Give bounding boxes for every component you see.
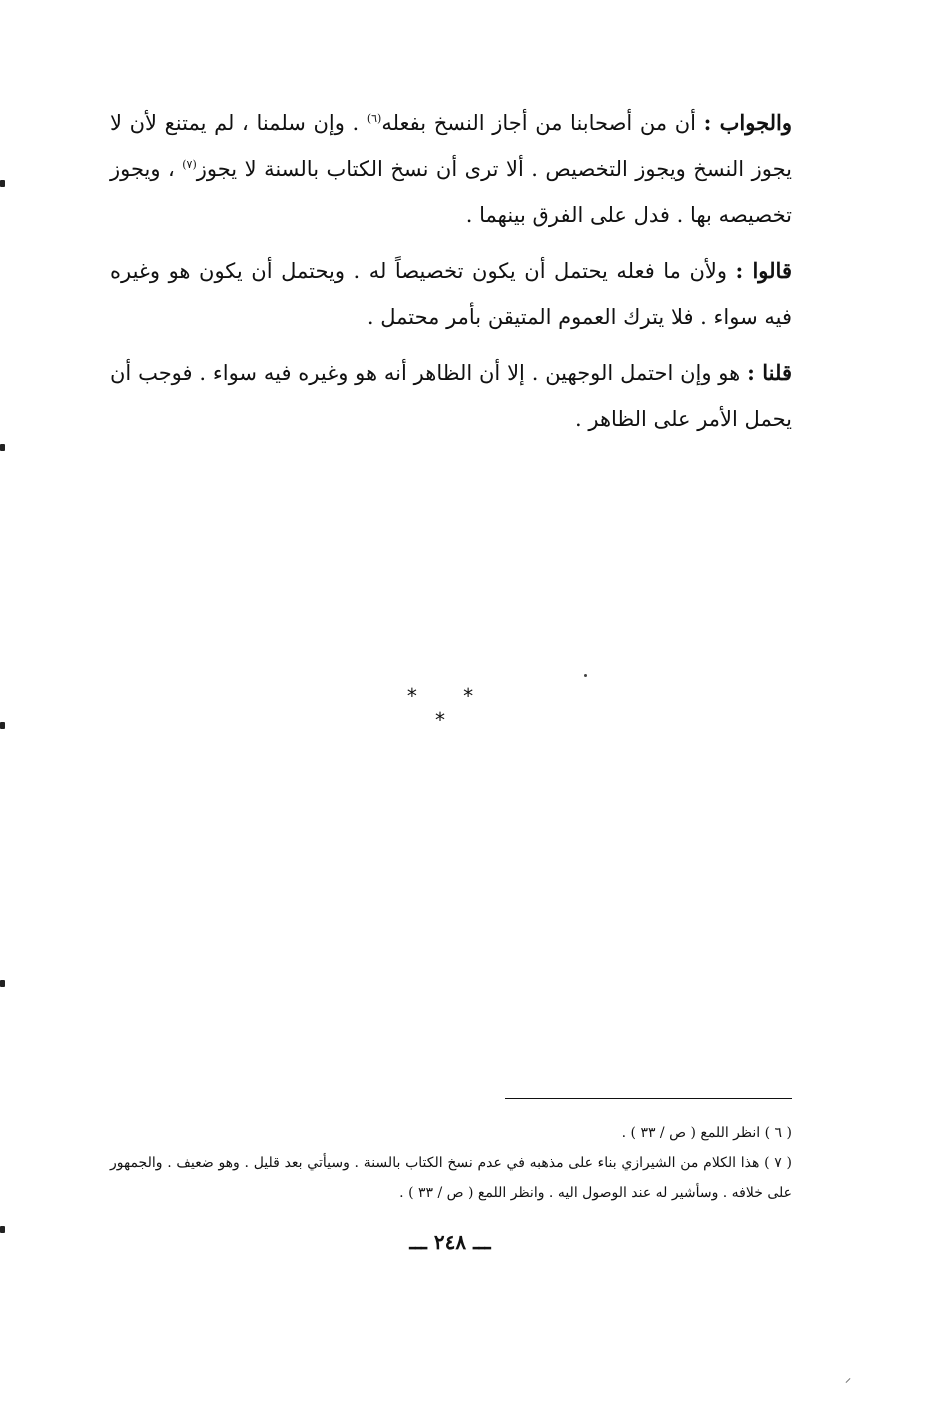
page-number: ـــ ٢٤٨ ـــ	[409, 1230, 491, 1254]
paragraph-lead: قالوا :	[735, 258, 792, 283]
scan-speck	[584, 674, 587, 677]
footnote-7: ( ٧ ) هذا الكلام من الشيرازي بناء على مذهبه في عدم نسخ الكتاب بالسنة . وسيأتي بعد قليل . وهو ضعيف . والجمهور على خلافه . وسأشير له عند الوصول اليه . وانظر اللمع ( ص / ٣٣ ) .	[110, 1155, 792, 1201]
paragraph-text: ، ويجوز تخصيصه بها . فدل على الفرق بينهما .	[110, 157, 792, 227]
paragraph-lead: قلنا :	[747, 360, 792, 385]
footnote-marker: (٧)	[182, 158, 197, 171]
paragraph-text: . وإن سلمنا ، لم يمتنع لأن لا يجوز النسخ ويجوز التخصيص . ألا ترى أن نسخ الكتاب بالسنة لا يجوز	[110, 111, 792, 181]
footnote-marker: (٦)	[366, 112, 382, 125]
paragraph-reply	[110, 350, 792, 442]
main-text	[110, 100, 792, 452]
paragraph-objection	[110, 248, 792, 340]
paragraph-text: هو وإن احتمل الوجهين . إلا أن الظاهر أنه هو وغيره فيه سواء . فوجب أن يحمل الأمر على الظاهر .	[110, 361, 792, 431]
paragraph-lead: والجواب :	[703, 110, 792, 135]
paragraph-answer	[110, 100, 792, 238]
scan-margin-mark	[0, 722, 5, 729]
footnote-rule	[505, 1098, 792, 1099]
scan-margin-mark	[0, 444, 5, 451]
footnotes	[110, 1118, 792, 1208]
scan-margin-mark	[0, 980, 5, 987]
footnote-6: ( ٦ ) انظر اللمع ( ص / ٣٣ ) .	[621, 1125, 792, 1141]
section-separator: * * *	[406, 684, 494, 732]
paragraph-text: أن من أصحابنا من أجاز النسخ بفعله	[381, 111, 704, 135]
scan-margin-mark	[0, 1226, 5, 1233]
paragraph-text: ولأن ما فعله يحتمل أن يكون تخصيصاً له . ويحتمل أن يكون هو وغيره فيه سواء . فلا يترك العموم المتيقن بأمر محتمل .	[110, 259, 792, 329]
scan-mark	[846, 1378, 851, 1383]
scan-margin-mark	[0, 180, 5, 187]
